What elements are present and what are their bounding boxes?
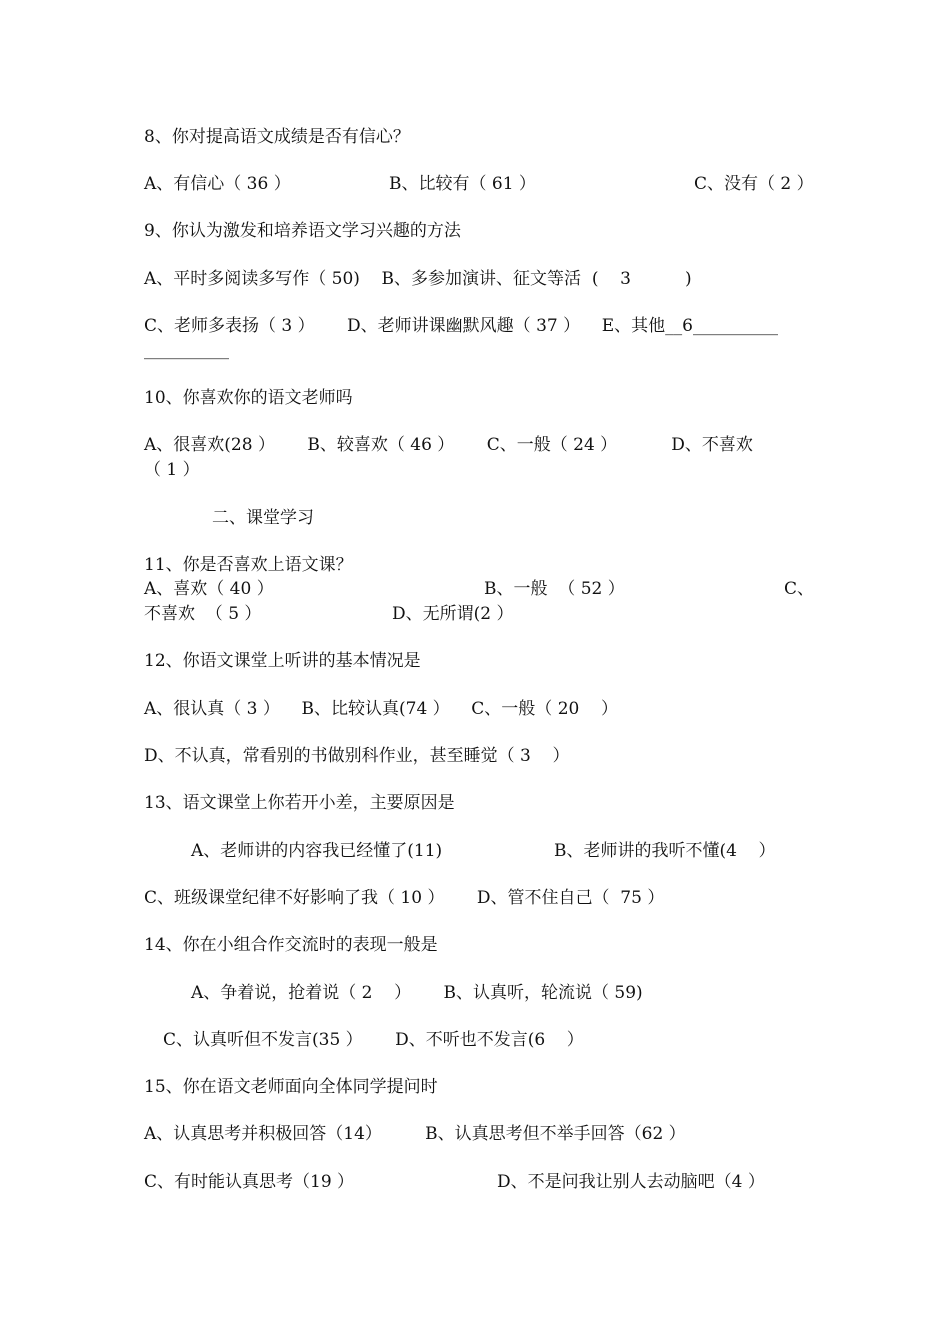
- section-heading: 二、课堂学习: [212, 508, 314, 528]
- q10-options-line1: A、很喜欢(28 ） B、较喜欢（ 46 ） C、一般（ 24 ） D、不喜欢: [144, 435, 753, 455]
- q8-option-a: A、有信心（ 36 ）: [144, 174, 291, 194]
- q9-options-line1: A、平时多阅读多写作（ 50) B、多参加演讲、征文等活 ( 3 ): [144, 269, 692, 289]
- q8-option-c: C、没有（ 2 ）: [694, 174, 814, 194]
- q11-option-b: B、一般 （ 52 ）: [484, 579, 625, 599]
- q8-question: 8、你对提高语文成绩是否有信心？: [144, 127, 410, 147]
- q9-question: 9、你认为激发和培养语文学习兴趣的方法: [144, 221, 461, 241]
- q15-option-d: D、不是问我让别人去动脑吧（4 ）: [497, 1172, 765, 1192]
- q13-options-line2: C、班级课堂纪律不好影响了我（ 10 ） D、管不住自己（ 75 ）: [144, 888, 665, 908]
- q11-option-c: 不喜欢 （ 5 ）: [144, 604, 262, 624]
- q11-question: 11、你是否喜欢上语文课？: [144, 555, 353, 575]
- q11-option-c-prefix: C、: [784, 579, 815, 599]
- q11-option-d: D、无所谓(2 ）: [392, 604, 514, 624]
- q14-options-line1: A、争着说，抢着说（ 2 ） B、认真听，轮流说（ 59): [191, 983, 643, 1003]
- q13-option-a: A、老师讲的内容我已经懂了(11): [191, 841, 443, 861]
- q15-options-line1: A、认真思考并积极回答（14） B、认真思考但不举手回答（62 ）: [144, 1124, 686, 1144]
- q15-question: 15、你在语文老师面向全体同学提问时: [144, 1077, 438, 1097]
- q11-option-a: A、喜欢（ 40 ）: [144, 579, 274, 599]
- q9-options-line2: C、老师多表扬（ 3 ） D、老师讲课幽默风趣（ 37 ） E、其他__6__________: [144, 316, 778, 336]
- q10-options-line2: （ 1 ）: [144, 460, 200, 480]
- q13-question: 13、语文课堂上你若开小差，主要原因是: [144, 793, 455, 813]
- q9-options-line3: __________: [144, 340, 229, 360]
- q12-options-line2: D、不认真，常看别的书做别科作业，甚至睡觉（ 3 ）: [144, 746, 570, 766]
- q14-question: 14、你在小组合作交流时的表现一般是: [144, 935, 438, 955]
- q10-question: 10、你喜欢你的语文老师吗: [144, 388, 353, 408]
- q12-question: 12、你语文课堂上听讲的基本情况是: [144, 651, 421, 671]
- q12-options-line1: A、很认真（ 3 ） B、比较认真(74 ） C、一般（ 20 ）: [144, 699, 618, 719]
- q8-option-b: B、比较有（ 61 ）: [389, 174, 536, 194]
- q14-options-line2: C、认真听但不发言(35 ） D、不听也不发言(6 ）: [163, 1030, 584, 1050]
- q13-option-b: B、老师讲的我听不懂(4 ）: [554, 841, 776, 861]
- q15-option-c: C、有时能认真思考（19 ）: [144, 1172, 355, 1192]
